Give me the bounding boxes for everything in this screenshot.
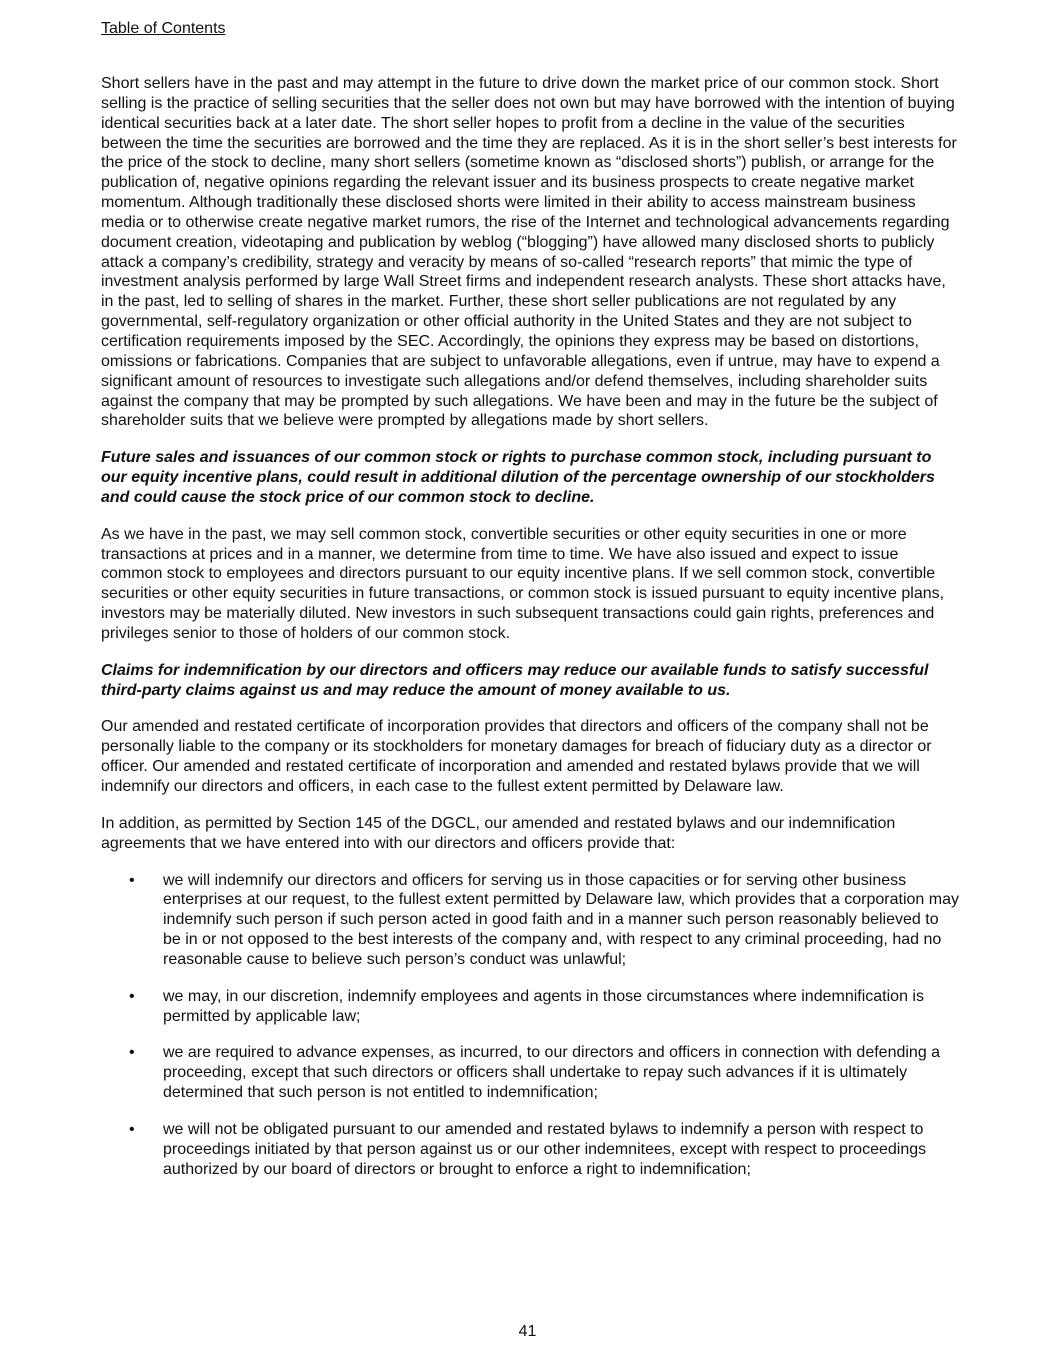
paragraph-dilution: As we have in the past, we may sell common stock, convertible securities or other equity securities in one or more transactions at prices and in a manner, we determine from time to time. We have also issued and expect to issue common stock to employees and directors pursuant to our equity incentive plans. If we sell common stock, convertible securities or other equity securities in future transactions, or common stock is issued pursuant to equity incentive plans, investors may be materially diluted. New investors in such subsequent transactions could gain rights, preferences and privileges senior to those of holders of our common stock.: [101, 525, 945, 642]
paragraph-certificate-incorporation: Our amended and restated certificate of incorporation provides that directors and officers of the company shall not be personally liable to the company or its stockholders for monetary damages for breach of fiduciary duty as a director or officer. Our amended and restated certificate of incorporation and amended and restated bylaws provide that we will indemnify our directors and officers, in each case to the fullest extent permitted by Delaware law.: [101, 718, 932, 795]
list-item-text: we are required to advance expenses, as incurred, to our directors and officers in connection with defending a proceeding, except that such directors or officers shall undertake to repay such advances if it is ultimately determined that such person is not entitled to indemnification;: [163, 1044, 941, 1102]
risk-heading-indemnification: Claims for indemnification by our directors and officers may reduce our available funds to satisfy successful third-party claims against us and may reduce the amount of money available to us.: [101, 661, 929, 699]
page-number: 41: [518, 1323, 537, 1340]
bullet-icon: •: [129, 1120, 135, 1138]
list-item-text: we will indemnify our directors and officers for serving us in those capacities or for serving other business enterprises at our request, to the fullest extent permitted by Delaware law, which provides that a corporation may indemnify such person if such person acted in good faith and in a manner such person reasonably believed to be in or not opposed to the best interests of the company and, with respect to any criminal proceeding, had no reasonable cause to believe such person’s conduct was unlawful;: [163, 871, 959, 968]
bullet-icon: •: [129, 987, 135, 1005]
list-item: [101, 871, 959, 970]
document-body: [101, 74, 959, 1197]
list-item-text: we may, in our discretion, indemnify employees and agents in those circumstances where indemnification is permitted by applicable law;: [163, 987, 924, 1025]
indemnification-bullet-list: [101, 871, 959, 1180]
list-item-text: we will not be obligated pursuant to our amended and restated bylaws to indemnify a person with respect to proceedings initiated by that person against us or our other indemnitees, except with respect to proceedings authorized by our board of directors or brought to enforce a right to indemnification;: [163, 1120, 927, 1178]
table-of-contents-link[interactable]: Table of Contents: [101, 20, 226, 37]
risk-heading-dilution: Future sales and issuances of our common stock or rights to purchase common stock, including pursuant to our equity incentive plans, could result in additional dilution of the percentage ownership of our stockholders and could cause the stock price of our common stock to decline.: [101, 449, 935, 506]
paragraph-short-sellers: Short sellers have in the past and may attempt in the future to drive down the market price of our common stock. Short selling is the practice of selling securities that the seller does not own but may have borrowed with the intention of buying identical securities back at a later date. The short seller hopes to profit from a decline in the value of the securities between the time the securities are borrowed and the time they are replaced. As it is in the short seller’s best interests for the price of the stock to decline, many short sellers (sometime known as “disclosed shorts”) publish, or arrange for the publication of, negative opinions regarding the relevant issuer and its business prospects to create negative market momentum. Although traditionally these disclosed shorts were limited in their ability to access mainstream business media or to otherwise create negative market rumors, the rise of the Internet and technological advancements regarding document creation, videotaping and publication by weblog (“blogging”) have allowed many disclosed shorts to publicly attack a company’s credibility, strategy and veracity by means of so-called “research reports” that mimic the type of investment analysis performed by large Wall Street firms and independent research analysts. These short attacks have, in the past, led to selling of shares in the market. Further, these short seller publications are not regulated by any governmental, self-regulatory organization or other official authority in the United States and they are not subject to certification requirements imposed by the SEC. Accordingly, the opinions they express may be based on distortions, omissions or fabrications. Companies that are subject to unfavorable allegations, even if untrue, may have to expend a significant amount of resources to investigate such allegations and/or defend themselves, including shareholder suits against the company that may be prompted by such allegations. We have been and may in the future be the subject of shareholder suits that we believe were prompted by allegations made by short sellers.: [101, 75, 957, 430]
list-item: [101, 987, 959, 1027]
paragraph-section-145: In addition, as permitted by Section 145 of the DGCL, our amended and restated bylaws and our indemnification agreements that we have entered into with our directors and officers provide that:: [101, 814, 896, 852]
bullet-icon: •: [129, 871, 135, 889]
list-item: [101, 1120, 959, 1180]
bullet-icon: •: [129, 1044, 135, 1062]
list-item: [101, 1043, 959, 1103]
